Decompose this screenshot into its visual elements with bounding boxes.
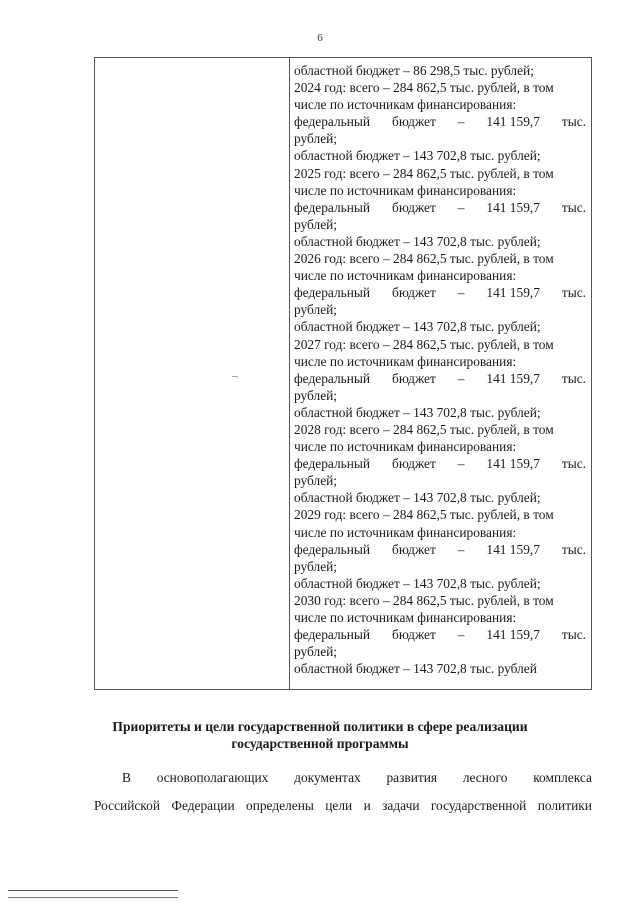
table-line: числе по источникам финансирования: xyxy=(294,97,517,113)
table-line: рублей; xyxy=(294,558,338,574)
table-line-word: тыс. xyxy=(561,541,586,557)
table-line xyxy=(294,626,586,643)
paragraph-line-2 xyxy=(94,797,592,814)
table-line-word: бюджет xyxy=(392,114,436,130)
table-line: рублей; xyxy=(294,302,338,318)
table-line-word: тыс. xyxy=(561,370,586,386)
paragraph-word: документах xyxy=(294,770,361,785)
table-line-word: 141 159,7 xyxy=(486,114,540,130)
paragraph-word: комплекса xyxy=(533,770,592,785)
table-line: числе по источникам финансирования: xyxy=(294,439,517,455)
table-line: областной бюджет – 143 702,8 тыс. рублей xyxy=(294,661,537,677)
table-line: 2026 год: всего – 284 862,5 тыс. рублей, в том xyxy=(294,251,554,267)
table-line-word: федеральный xyxy=(294,114,371,130)
paragraph-line-1 xyxy=(94,769,592,786)
table-line-word: бюджет xyxy=(392,370,436,386)
table-line-word: 141 159,7 xyxy=(486,456,540,472)
table-line-word: тыс. xyxy=(561,285,586,301)
table-line: 2028 год: всего – 284 862,5 тыс. рублей, в том xyxy=(294,421,554,437)
table-line-word: бюджет xyxy=(392,456,436,472)
paragraph-word: Российской xyxy=(94,798,160,813)
table-line-word: тыс. xyxy=(561,114,586,130)
table-line: числе по источникам финансирования: xyxy=(294,353,517,369)
paragraph-word: В xyxy=(122,770,131,785)
paragraph-word: политики xyxy=(537,798,592,813)
table-line-word: тыс. xyxy=(561,627,586,643)
section-heading-line-2: государственной программы xyxy=(231,736,409,751)
table-line-word: бюджет xyxy=(392,285,436,301)
table-line xyxy=(294,284,586,301)
table-line-word: федеральный xyxy=(294,199,371,215)
table-line: числе по источникам финансирования: xyxy=(294,268,517,284)
table-line-word: федеральный xyxy=(294,285,371,301)
table-line-word: федеральный xyxy=(294,541,371,557)
table-line: областной бюджет – 143 702,8 тыс. рублей; xyxy=(294,233,541,249)
table-line-word: – xyxy=(457,285,465,301)
paragraph-word: задачи xyxy=(382,798,420,813)
table-line-word: тыс. xyxy=(561,456,586,472)
table-line-word: – xyxy=(457,627,465,643)
paragraph-word: основополагающих xyxy=(156,770,269,785)
table-line-word: – xyxy=(457,456,465,472)
table-line: рублей; xyxy=(294,216,338,232)
table-line: числе по источникам финансирования: xyxy=(294,182,517,198)
table-line-word: федеральный xyxy=(294,370,371,386)
table-line: областной бюджет – 143 702,8 тыс. рублей; xyxy=(294,148,541,164)
table-line-word: 141 159,7 xyxy=(486,541,540,557)
section-heading-line-1: Приоритеты и цели государственной политики в сфере реализации xyxy=(112,719,528,734)
paragraph-word: Федерации xyxy=(171,798,235,813)
table-line-word: 141 159,7 xyxy=(486,285,540,301)
table-line: областной бюджет – 86 298,5 тыс. рублей; xyxy=(294,63,534,78)
table-line-word: федеральный xyxy=(294,627,371,643)
paragraph-word: лесного xyxy=(462,770,508,785)
table-line xyxy=(294,541,586,558)
table-line: рублей; xyxy=(294,131,338,147)
speck xyxy=(232,376,238,377)
table-line: рублей; xyxy=(294,387,338,403)
table-column-divider xyxy=(289,58,290,689)
funding-cell xyxy=(294,62,586,677)
table-line xyxy=(294,370,586,387)
table-line-word: тыс. xyxy=(561,199,586,215)
table-line-word: – xyxy=(457,114,465,130)
table-line-word: 141 159,7 xyxy=(486,199,540,215)
footnote-rule xyxy=(8,890,178,891)
table-line-word: бюджет xyxy=(392,199,436,215)
table-line-word: федеральный xyxy=(294,456,371,472)
table-line-word: бюджет xyxy=(392,541,436,557)
section-heading xyxy=(60,718,580,752)
table-line: областной бюджет – 143 702,8 тыс. рублей; xyxy=(294,319,541,335)
table-line-word: 141 159,7 xyxy=(486,370,540,386)
paragraph-word: определены xyxy=(246,798,314,813)
table-line: рублей; xyxy=(294,644,338,660)
table-line: 2027 год: всего – 284 862,5 тыс. рублей, в том xyxy=(294,336,554,352)
table-line-word: – xyxy=(457,541,465,557)
table-line: числе по источникам финансирования: xyxy=(294,524,517,540)
table-line: областной бюджет – 143 702,8 тыс. рублей; xyxy=(294,404,541,420)
table-line: 2025 год: всего – 284 862,5 тыс. рублей, в том xyxy=(294,165,554,181)
table-line: 2024 год: всего – 284 862,5 тыс. рублей, в том xyxy=(294,80,554,96)
paragraph-word: государственной xyxy=(430,798,527,813)
paragraph-word: и xyxy=(363,798,371,813)
table-line: областной бюджет – 143 702,8 тыс. рублей; xyxy=(294,490,541,506)
paragraph-word: цели xyxy=(325,798,353,813)
table-line: числе по источникам финансирования: xyxy=(294,610,517,625)
table-line: 2029 год: всего – 284 862,5 тыс. рублей, в том xyxy=(294,507,554,523)
page-number: 6 xyxy=(317,32,323,44)
table-line-word: – xyxy=(457,370,465,386)
table-line-word: бюджет xyxy=(392,627,436,643)
table-line xyxy=(294,199,586,216)
table-line-word: – xyxy=(457,199,465,215)
table-line-word: 141 159,7 xyxy=(486,627,540,643)
table-line: рублей; xyxy=(294,473,338,489)
table-line xyxy=(294,113,586,130)
funding-table xyxy=(94,57,592,690)
table-line: областной бюджет – 143 702,8 тыс. рублей; xyxy=(294,575,541,591)
footnote-rule-2 xyxy=(8,897,178,898)
table-line: 2030 год: всего – 284 862,5 тыс. рублей, в том xyxy=(294,592,554,608)
paragraph-word: развития xyxy=(386,770,438,785)
table-line xyxy=(294,455,586,472)
